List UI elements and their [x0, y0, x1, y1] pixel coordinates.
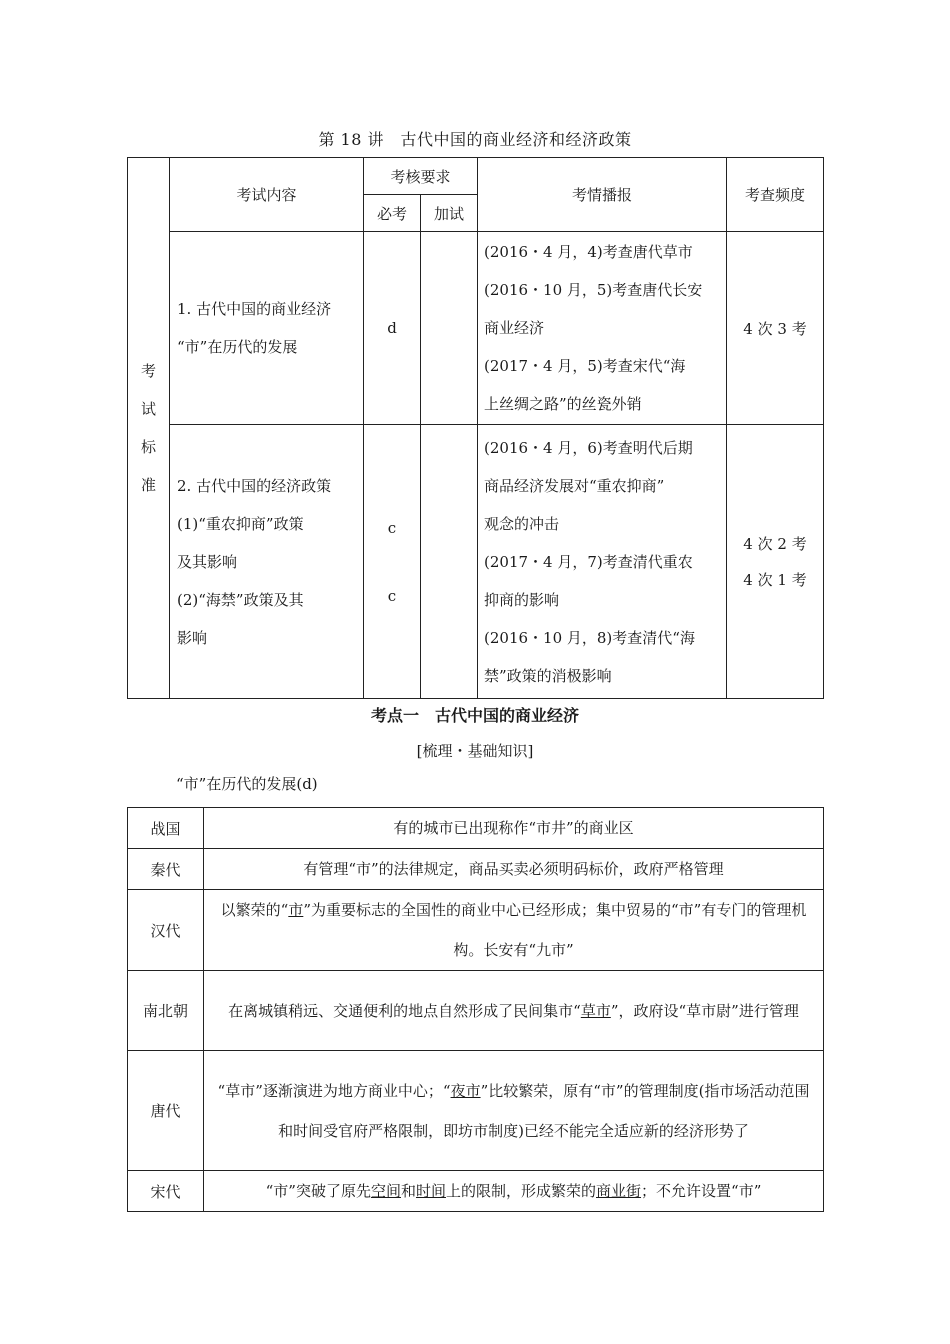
extra-cell — [421, 425, 478, 699]
frequency-cell — [727, 232, 824, 425]
frequency-cell — [727, 425, 824, 699]
frequency-value: 4 次 3 考 — [743, 319, 807, 338]
description-cell — [204, 1051, 824, 1171]
report-cell — [478, 232, 727, 425]
report-line: 商品经济发展对“重农抑商” — [484, 476, 665, 495]
side-char: 准 — [140, 476, 156, 494]
content-line: “市”在历代的发展 — [177, 338, 298, 356]
header-frequency: 考查频度 — [727, 158, 824, 232]
description-cell — [204, 971, 824, 1051]
text-span: “草市”逐渐演进为地方商业中心；“ — [217, 1081, 451, 1100]
content-cell — [170, 425, 364, 699]
period-cell: 南北朝 — [128, 971, 204, 1051]
header-extra: 加试 — [421, 195, 478, 232]
underlined-term: 夜市 — [450, 1081, 481, 1100]
frequency-value: 4 次 1 考 — [743, 570, 807, 589]
report-line: (2016・4 月，6)考查明代后期 — [484, 438, 693, 457]
section-title: 考点一 古代中国的商业经济 — [370, 706, 579, 725]
exam-standard-table — [127, 157, 824, 699]
content-line: 影响 — [177, 628, 208, 647]
sub-title: [梳理・基础知识] — [416, 742, 534, 760]
report-line: 上丝绸之路”的丝瓷外销 — [484, 395, 642, 413]
text-span: 上的限制，形成繁荣的 — [446, 1182, 597, 1200]
side-char: 标 — [140, 438, 156, 456]
header-required: 必考 — [364, 195, 421, 232]
text-span: 在离城镇稍远、交通便利的地点自然形成了民间集市“ — [228, 1001, 581, 1020]
report-line: (2017・4 月，5)考查宋代“海 — [484, 357, 686, 375]
text-span: “市”突破了原先 — [265, 1182, 371, 1200]
underlined-term: 商业街 — [596, 1182, 642, 1200]
frequency-value: 4 次 2 考 — [743, 534, 807, 553]
underlined-term: 市 — [288, 901, 304, 919]
report-line: 商业经济 — [484, 319, 545, 337]
report-cell — [478, 425, 727, 699]
required-value: c — [387, 518, 397, 537]
header-report: 考情播报 — [478, 158, 727, 232]
period-cell: 战国 — [128, 808, 204, 849]
report-line: 抑商的影响 — [484, 590, 560, 609]
content-cell — [170, 232, 364, 425]
report-line: (2016・10 月，8)考查清代“海 — [484, 628, 695, 647]
description-cell: 有的城市已出现称作“市井”的商业区 — [204, 808, 824, 849]
report-line: 禁”政策的消极影响 — [484, 666, 612, 685]
description-cell: 有管理“市”的法律规定，商品买卖必须明码标价，政府严格管理 — [204, 849, 824, 890]
side-char: 试 — [140, 400, 156, 418]
underlined-term: 空间 — [370, 1182, 401, 1200]
side-label — [128, 158, 170, 699]
content-line: 及其影响 — [177, 552, 238, 571]
extra-cell — [421, 232, 478, 425]
text-span: ；不允许设置“市” — [641, 1182, 762, 1200]
report-line: (2016・10 月，5)考查唐代长安 — [484, 281, 703, 299]
required-value: c — [387, 586, 397, 605]
text-span: ”为重要标志的全国性的商业中心已经形成；集中贸易的“市”有专门的管理机构。长安有“九市” — [303, 901, 807, 959]
required-cell — [364, 425, 421, 699]
description-cell — [204, 1171, 824, 1212]
period-cell: 汉代 — [128, 890, 204, 971]
report-line: 观念的冲击 — [484, 514, 560, 533]
underlined-term: 草市 — [580, 1001, 611, 1020]
required-cell — [364, 232, 421, 425]
report-line: (2017・4 月，7)考查清代重农 — [484, 552, 693, 571]
description-cell — [204, 890, 824, 971]
period-cell: 秦代 — [128, 849, 204, 890]
period-cell: 唐代 — [128, 1051, 204, 1171]
header-content: 考试内容 — [170, 158, 364, 232]
text-span: ”比较繁荣，原有“市”的管理制度(指市场活动范围和时间受官府严格限制，即坊市制度)已经不能完全适应新的经济形势了 — [278, 1081, 810, 1140]
header-requirement: 考核要求 — [364, 158, 478, 195]
required-value: d — [387, 319, 397, 337]
lecture-title: 第 18 讲 古代中国的商业经济和经济政策 — [318, 130, 632, 149]
content-line: 2. 古代中国的经济政策 — [177, 476, 332, 495]
text-span: ”，政府设“草市尉”进行管理 — [610, 1001, 799, 1020]
market-history-table — [127, 807, 824, 1212]
underlined-term: 时间 — [415, 1182, 446, 1200]
content-line: (2)“海禁”政策及其 — [177, 590, 304, 609]
intro-text: “市”在历代的发展(d) — [176, 775, 318, 793]
content-line: 1. 古代中国的商业经济 — [177, 300, 332, 318]
text-span: 和 — [400, 1182, 416, 1200]
side-char: 考 — [140, 362, 156, 380]
period-cell: 宋代 — [128, 1171, 204, 1212]
content-line: (1)“重农抑商”政策 — [177, 514, 304, 533]
text-span: 以繁荣的“ — [220, 901, 289, 919]
report-line: (2016・4 月，4)考查唐代草市 — [484, 243, 693, 261]
